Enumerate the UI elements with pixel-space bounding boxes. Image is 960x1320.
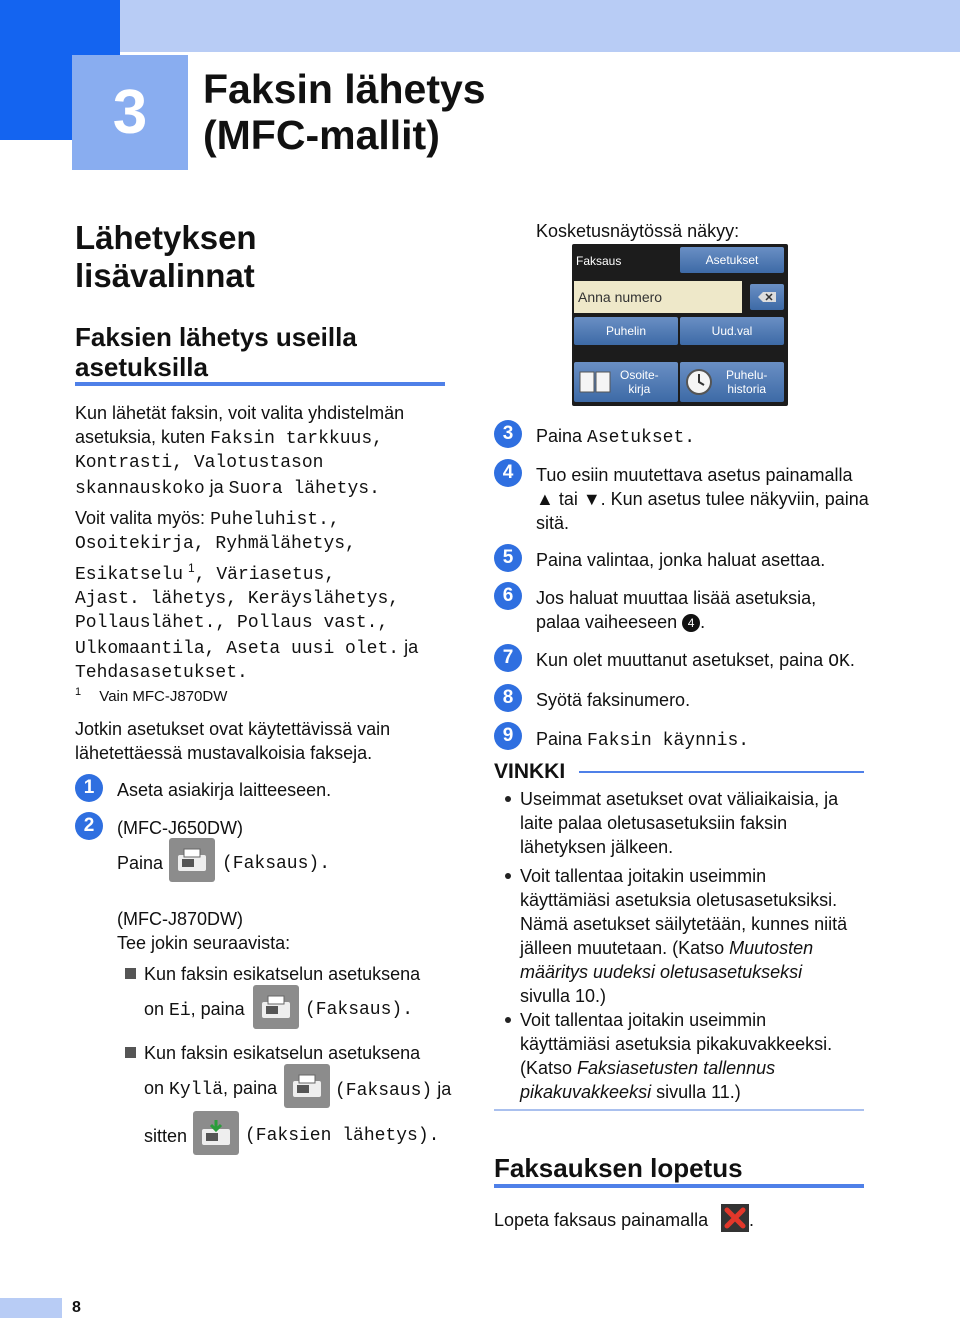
- step-8-text: Syötä faksinumero.: [536, 690, 691, 710]
- screen-redial-button[interactable]: Uud.val: [680, 317, 784, 345]
- fax-button[interactable]: [284, 1064, 330, 1108]
- step-number: 5: [494, 544, 522, 572]
- screen-caption: Kosketusnäytössä näkyy:: [536, 221, 740, 241]
- step-number: 2: [75, 812, 103, 840]
- clock-icon: [684, 367, 714, 397]
- subsection-heading: Faksien lähetys useilla asetuksilla: [75, 322, 357, 382]
- heading-rule: [494, 1184, 864, 1188]
- stop-x-icon: [724, 1207, 746, 1229]
- fax-icon: [260, 994, 292, 1020]
- fax-icon: [176, 847, 208, 873]
- step-2-model-2: (MFC-J870DW) Tee jokin seuraavista:: [117, 909, 291, 953]
- fax-icon: [291, 1073, 323, 1099]
- note-bottom-rule: [494, 1109, 864, 1111]
- fax-label: (Faksaus) ja: [335, 1079, 452, 1101]
- note-rule: [579, 771, 864, 773]
- bullet-square: [125, 1047, 136, 1058]
- bullet-1-line1: Kun faksin esikatselun asetuksena: [144, 964, 421, 984]
- footnote: $^1$ Vain MFC-J870DW: [75, 686, 228, 705]
- fax-send-label: (Faksien lähetys).: [245, 1126, 440, 1146]
- note-item-2: Voit tallentaa joitakin useimmin käyttämiäsi asetuksia oletusasetuksiksi. Nämä asetukset säilytetään, kunnes niitä jälleen muutetaan. (Katso Muutosten määritys uudeksi oletusasetukseksi sivulla 10.): [520, 866, 848, 1006]
- bullet-dot: [505, 796, 511, 802]
- section-heading-stop: Faksauksen lopetus: [494, 1153, 743, 1183]
- screen-phone-button[interactable]: Puhelin: [574, 317, 678, 345]
- bullet-1-line2: on Ei, paina: [144, 999, 245, 1021]
- step-5-text: Paina valintaa, jonka haluat asettaa.: [536, 550, 826, 570]
- page-number: 8: [72, 1299, 81, 1316]
- stop-button[interactable]: [721, 1204, 749, 1232]
- note-paragraph: Jotkin asetukset ovat käytettävissä vain lähetettäessä mustavalkoisia fakseja.: [75, 719, 391, 763]
- fax-send-icon: [200, 1119, 232, 1147]
- note-item-3: Voit tallentaa joitakin useimmin käyttämiäsi asetuksia pikakuvakkeeksi. (Katso Faksiasetusten tallennus pikakuvakkeeksi sivulla 11.): [520, 1010, 833, 1102]
- screen-address-book-button[interactable]: Osoite- kirja: [574, 362, 678, 402]
- fax-button[interactable]: [253, 985, 299, 1029]
- fax-button[interactable]: [169, 838, 215, 882]
- step-number: 9: [494, 722, 522, 750]
- bullet-2-line1: Kun faksin esikatselun asetuksena: [144, 1043, 421, 1063]
- backspace-button[interactable]: [750, 284, 784, 310]
- bullet-dot: [505, 1017, 511, 1023]
- note-title: VINKKI: [494, 760, 566, 783]
- section-heading: Lähetyksen lisävalinnat: [75, 219, 257, 294]
- heading-rule: [75, 382, 445, 386]
- fax-send-button[interactable]: [193, 1111, 239, 1155]
- step-4-text: Tuo esiin muutettava asetus painamalla ▲ tai ▼. Kun asetus tulee näkyviin, paina sitä.: [536, 465, 869, 533]
- footer-band: [0, 1298, 62, 1318]
- note-item-1: Useimmat asetukset ovat väliaikaisia, ja laite palaa oletusasetuksiin faksin lähetyksen jälkeen.: [520, 789, 839, 857]
- step-number: 7: [494, 644, 522, 672]
- step-ref-badge: 4: [682, 614, 700, 632]
- intro-paragraph: Kun lähetät faksin, voit valita yhdistelmän asetuksia, kuten Faksin tarkkuus, Kontrasti, Valotustason skannauskoko ja Suora lähetys.: [75, 403, 405, 499]
- step-6-text: Jos haluat muuttaa lisää asetuksia, palaa vaiheeseen 4 .: [536, 588, 817, 632]
- step-3-text: Paina Asetukset.: [536, 426, 696, 448]
- chapter-number: 3: [72, 55, 188, 170]
- step-9-text: Paina Faksin käynnis.: [536, 729, 750, 751]
- step-number: 1: [75, 774, 103, 802]
- backspace-icon: [757, 291, 777, 303]
- bullet-dot: [505, 873, 511, 879]
- step-1-text: Aseta asiakirja laitteeseen.: [117, 780, 332, 800]
- step-number: 3: [494, 420, 522, 448]
- screen-settings-button[interactable]: Asetukset: [680, 247, 784, 273]
- screen-number-input[interactable]: Anna numero: [574, 281, 742, 313]
- then-label: sitten: [144, 1126, 188, 1146]
- screen-title: Faksaus: [576, 254, 622, 268]
- step-7-text: Kun olet muuttanut asetukset, paina OK.: [536, 650, 855, 672]
- step-number: 8: [494, 684, 522, 712]
- stop-text-end: .: [749, 1210, 755, 1230]
- header-band: [120, 0, 960, 52]
- address-book-icon: [578, 370, 612, 394]
- step-number: 4: [494, 459, 522, 487]
- stop-text: Lopeta faksaus painamalla: [494, 1210, 709, 1230]
- chapter-title: Faksin lähetys (MFC-mallit): [203, 66, 486, 158]
- screen-history-button[interactable]: Puhelu- historia: [680, 362, 784, 402]
- fax-label: (Faksaus).: [222, 854, 331, 874]
- bullet-square: [125, 968, 136, 979]
- fax-label: (Faksaus).: [305, 1000, 414, 1020]
- step-number: 6: [494, 582, 522, 610]
- touchscreen-image: [572, 244, 788, 406]
- bullet-2-line2: on Kyllä, paina: [144, 1078, 278, 1100]
- step-2-model: (MFC-J650DW): [117, 818, 243, 838]
- step-2-press: Paina: [117, 853, 164, 873]
- options-paragraph: Voit valita myös: Puheluhist., Osoitekirja, Ryhmälähetys, Esikatselu $^1$, Väriasetus, Ajast. lähetys, Keräyslähetys, Pollauslähet., Pollaus vast., Ulkomaantila, Aseta uusi olet. ja Tehdasasetukset.: [75, 508, 419, 683]
